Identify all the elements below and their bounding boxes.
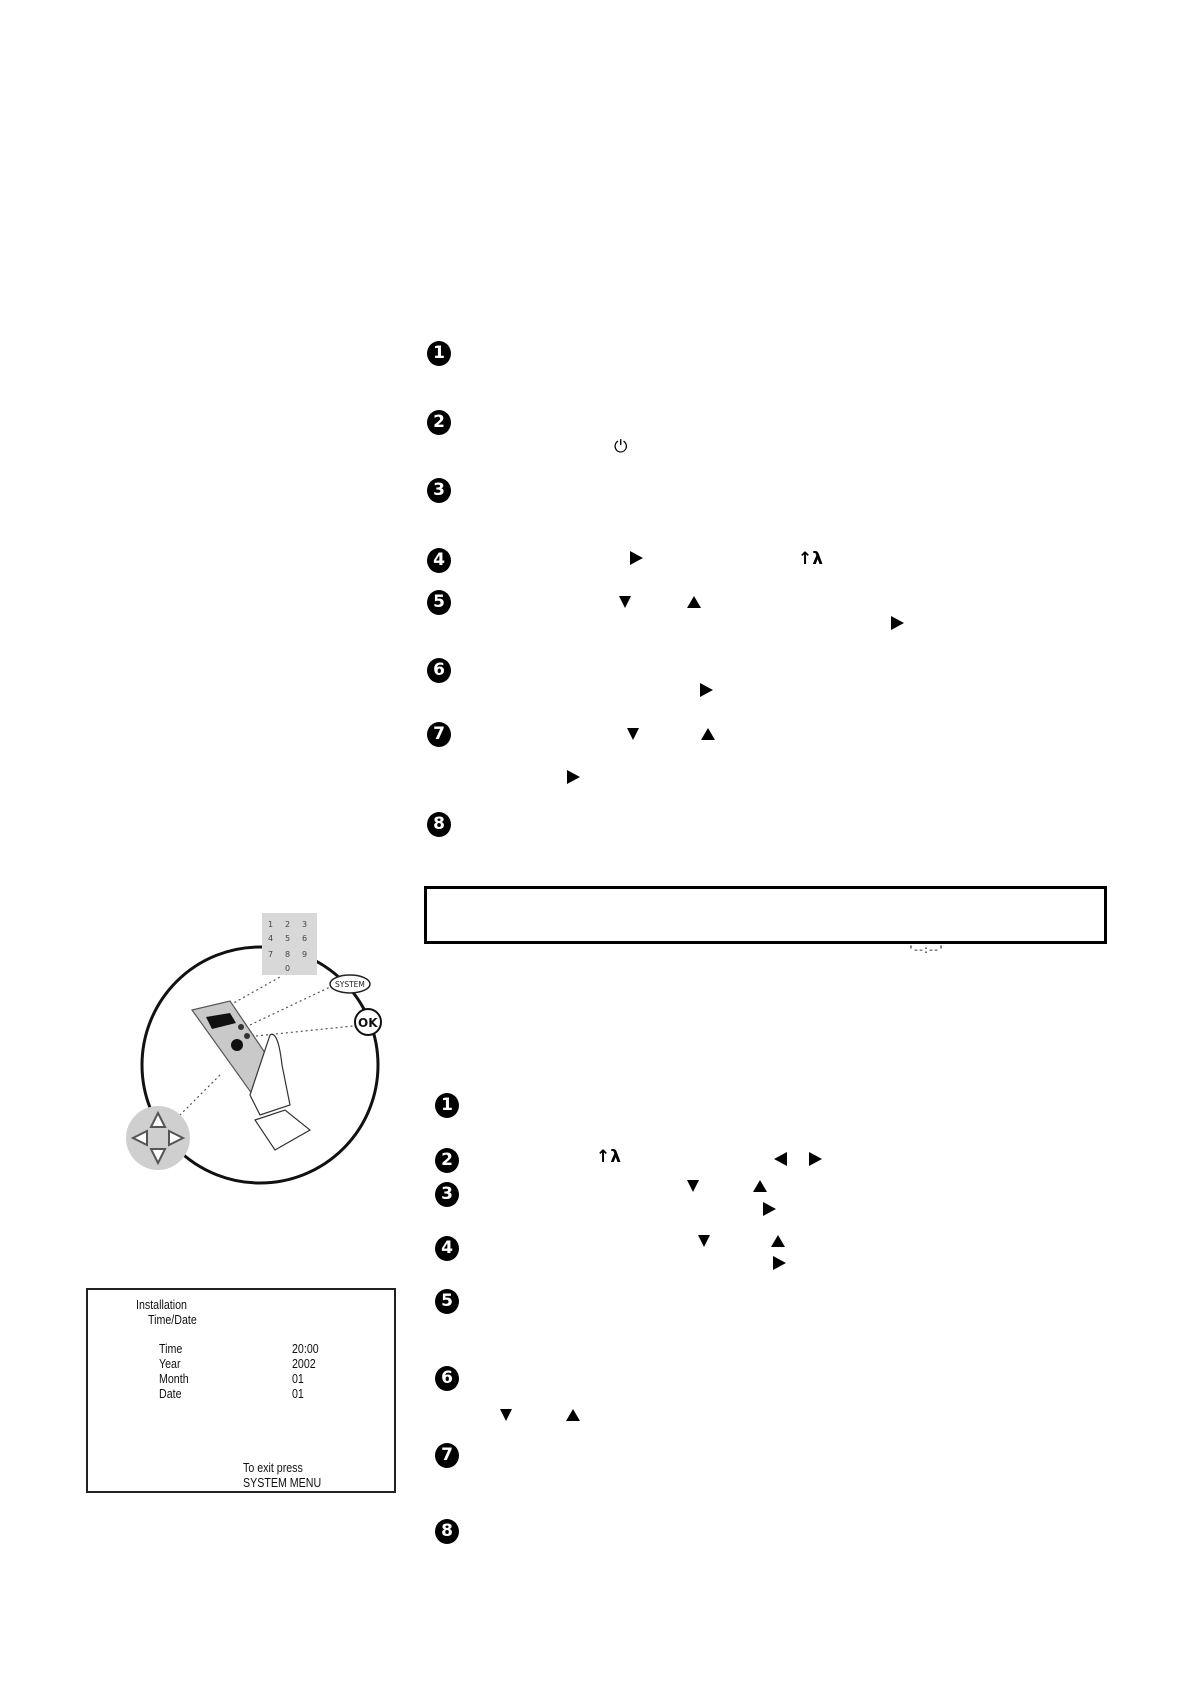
step-number-badge: 5: [427, 590, 451, 615]
right-arrow-icon: [630, 551, 643, 565]
down-arrow-icon: [698, 1235, 710, 1247]
step-number-badge: 2: [435, 1148, 459, 1173]
remote-control-icon: [110, 905, 400, 1195]
step-number-badge: 6: [435, 1366, 459, 1391]
right-arrow-icon: [773, 1256, 786, 1270]
step-number-badge: 1: [435, 1093, 459, 1118]
step-number-badge: 5: [435, 1289, 459, 1314]
osd-time-date-screen: [86, 1288, 396, 1493]
svg-text:3: 3: [302, 920, 308, 929]
osd-footer-line1: To exit press: [243, 1460, 303, 1475]
svg-text:5: 5: [285, 934, 291, 943]
step-number-badge: 8: [435, 1519, 459, 1544]
step-number-badge: 1: [427, 341, 451, 366]
right-arrow-icon: [763, 1202, 776, 1216]
svg-text:SYSTEM: SYSTEM: [335, 980, 365, 989]
svg-text:OK: OK: [358, 1016, 378, 1030]
note-box: [424, 886, 1107, 944]
svg-text:4: 4: [268, 934, 274, 943]
osd-title: Installation: [136, 1297, 187, 1312]
down-arrow-icon: [500, 1409, 512, 1421]
tools-icon: ↑λ: [596, 1147, 622, 1167]
osd-row-label: Date: [159, 1386, 182, 1401]
up-arrow-icon: [701, 728, 715, 740]
step-number-badge: 3: [427, 478, 451, 503]
up-arrow-icon: [771, 1235, 785, 1247]
right-arrow-icon: [567, 770, 580, 784]
up-arrow-icon: [566, 1409, 580, 1421]
svg-text:2: 2: [285, 920, 291, 929]
osd-row-value: 2002: [292, 1356, 316, 1371]
step-number-badge: 3: [435, 1182, 459, 1207]
tools-icon: ↑λ: [798, 549, 824, 569]
step-number-badge: 4: [427, 548, 451, 573]
remote-control-illustration: [110, 905, 400, 1195]
step-number-badge: 7: [435, 1443, 459, 1468]
down-arrow-icon: [687, 1180, 699, 1192]
up-arrow-icon: [687, 596, 701, 608]
osd-row-value: 20:00: [292, 1341, 319, 1356]
svg-text:0: 0: [285, 964, 291, 973]
svg-text:1: 1: [268, 920, 274, 929]
right-arrow-icon: [809, 1152, 822, 1166]
osd-row-value: 01: [292, 1386, 304, 1401]
osd-footer-line2: SYSTEM MENU: [243, 1475, 322, 1490]
osd-row-label: Time: [159, 1341, 183, 1356]
svg-text:7: 7: [268, 950, 274, 959]
clock-placeholder: '--:--': [908, 946, 944, 957]
down-arrow-icon: [627, 728, 639, 740]
right-arrow-icon: [700, 683, 713, 697]
svg-text:9: 9: [302, 950, 308, 959]
osd-subtitle: Time/Date: [148, 1312, 197, 1327]
right-arrow-icon: [891, 616, 904, 630]
step-number-badge: 4: [435, 1236, 459, 1261]
step-number-badge: 7: [427, 722, 451, 747]
osd-row-label: Year: [159, 1356, 181, 1371]
osd-row-label: Month: [159, 1371, 189, 1386]
left-arrow-icon: [774, 1152, 787, 1166]
down-arrow-icon: [619, 596, 631, 608]
step-number-badge: 6: [427, 658, 451, 683]
svg-text:8: 8: [285, 950, 291, 959]
step-number-badge: 8: [427, 812, 451, 837]
up-arrow-icon: [753, 1180, 767, 1192]
power-icon: ⏻: [614, 437, 628, 457]
step-number-badge: 2: [427, 410, 451, 435]
svg-text:6: 6: [302, 934, 308, 943]
osd-row-value: 01: [292, 1371, 304, 1386]
